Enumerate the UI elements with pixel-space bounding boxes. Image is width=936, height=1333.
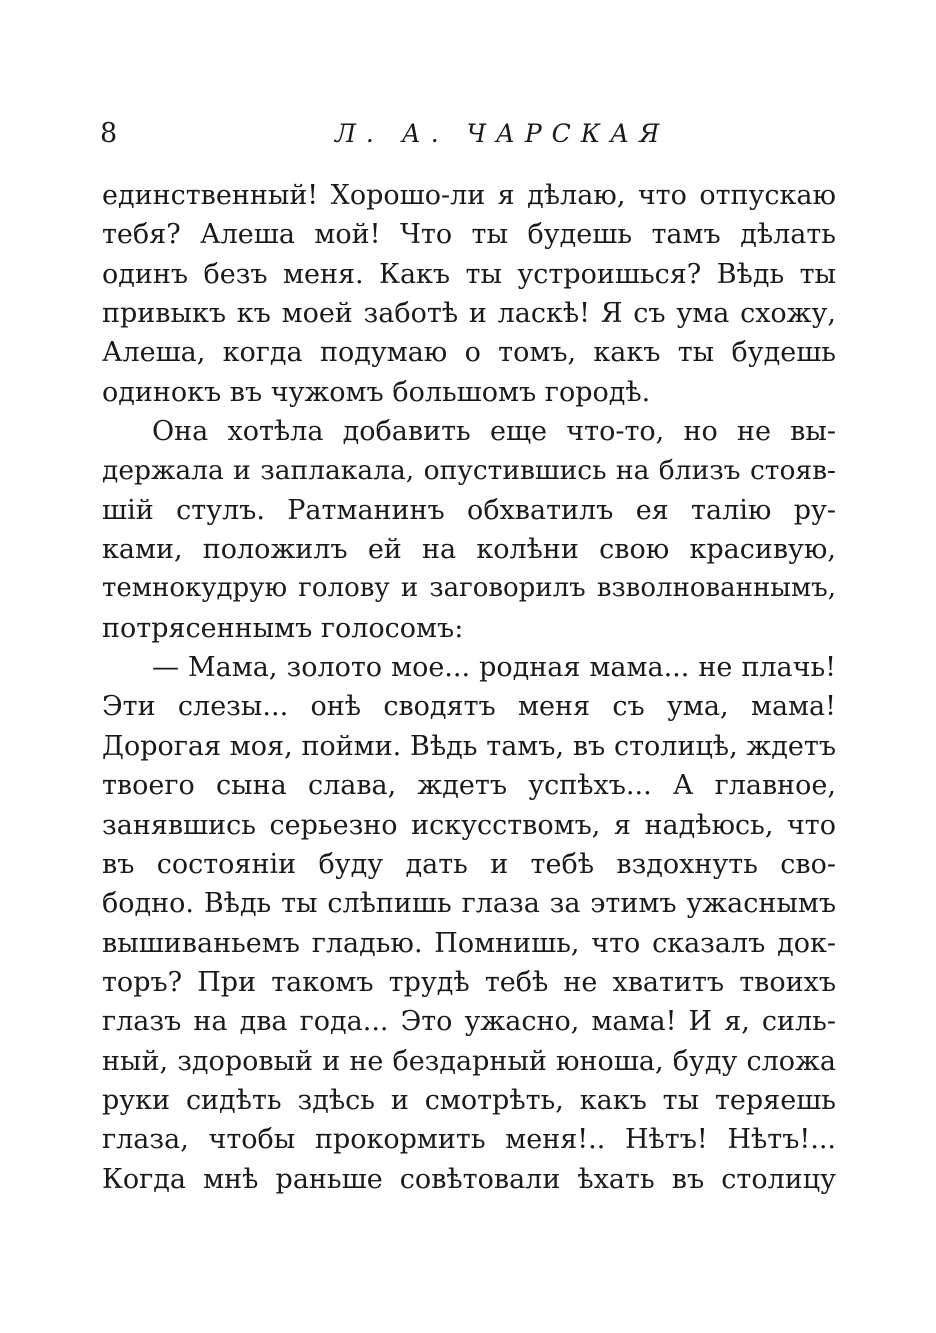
text-line: бодно. Вѣдь ты слѣпишь глаза за этимъ ужаснымъ — [102, 888, 836, 920]
body-text — [102, 176, 836, 1199]
text-line: Алеша, когда подумаю о томъ, какъ ты будешь — [102, 337, 836, 369]
text-line: Эти слезы... онѣ сводятъ меня съ ума, мама! — [102, 691, 836, 723]
text-line: занявшись серьезно искусствомъ, я надѣюсь, что — [102, 809, 836, 841]
running-title: Л. А. ЧАРСКАЯ — [335, 119, 670, 148]
text-line: глазъ на два года... Это ужасно, мама! И я, силь- — [102, 1006, 836, 1038]
text-line: руки сидѣть здѣсь и смотрѣть, какъ ты теряешь — [102, 1084, 836, 1116]
text-line: твоего сына слава, ждетъ успѣхъ... А главное, — [102, 770, 836, 802]
text-line: Она хотѣла добавить еще что-то, но не вы- — [152, 416, 836, 448]
text-line: — Мама, золото мое... родная мама... не плачь! — [152, 652, 836, 684]
text-line: держала и заплакала, опустившись на близъ стояв- — [102, 455, 836, 487]
text-line: шій стулъ. Ратманинъ обхватилъ ея талію ру- — [102, 494, 836, 526]
text-line: Дорогая моя, пойми. Вѣдь тамъ, въ столицѣ, ждетъ — [102, 730, 836, 762]
text-line: въ состояніи буду дать и тебѣ вздохнуть сво- — [102, 848, 836, 880]
text-line: ный, здоровый и не бездарный юноша, буду сложа — [102, 1045, 836, 1077]
text-line: одинокъ въ чужомъ большомъ городѣ. — [102, 376, 651, 408]
page-number: 8 — [100, 118, 118, 149]
text-line: одинъ безъ меня. Какъ ты устроишься? Вѣдь ты — [102, 258, 836, 290]
text-line: ками, положилъ ей на колѣни свою красивую, — [102, 534, 836, 566]
text-line: потрясеннымъ голосомъ: — [102, 612, 464, 644]
text-line: вышиваньемъ гладью. Помнишь, что сказалъ док- — [102, 927, 836, 959]
text-line: Когда мнѣ раньше совѣтовали ѣхать въ столицу — [102, 1163, 836, 1195]
text-line: тебя? Алеша мой! Что ты будешь тамъ дѣлать — [102, 219, 836, 251]
text-line: глаза, чтобы прокормить меня!.. Нѣтъ! Нѣтъ!... — [102, 1124, 836, 1156]
text-line: темнокудрую голову и заговорилъ взволнованнымъ, — [102, 573, 836, 604]
text-line: торъ? При такомъ трудѣ тебѣ не хватитъ твоихъ — [102, 966, 836, 998]
text-line: единственный! Хорошо-ли я дѣлаю, что отпускаю — [102, 180, 836, 211]
text-line: привыкъ къ моей заботѣ и ласкѣ! Я съ ума схожу, — [102, 298, 836, 330]
